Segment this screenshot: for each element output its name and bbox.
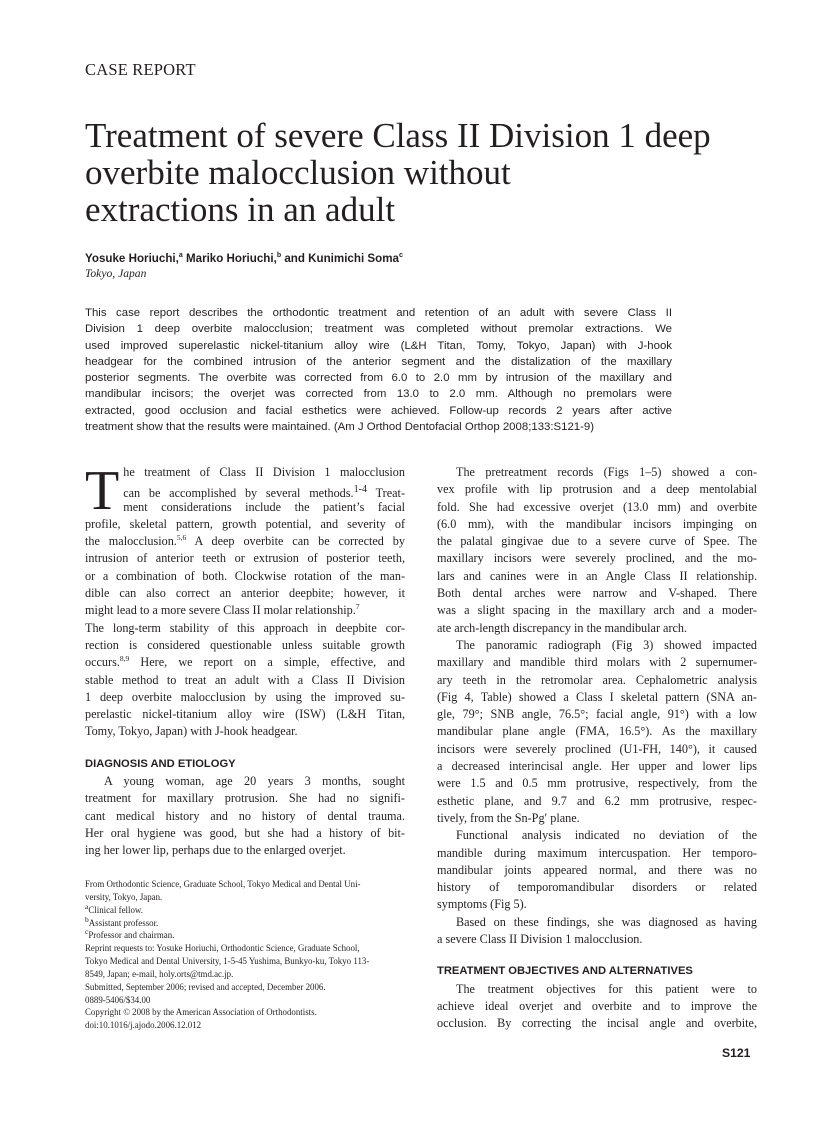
body-line: Functional analysis indicated no deviation of the [456,828,757,843]
body-line: 1 deep overbite malocclusion by using the improved su- [85,689,405,704]
author-name: Mariko Horiuchi, [182,252,277,265]
body-line: The panoramic radiograph (Fig 3) showed impacted [456,637,757,652]
body-line: profile, skeletal pattern, growth potential, and severity of [85,516,405,531]
abstract [85,305,672,435]
body-line: perelastic nickel-titanium alloy wire (ISW) (L&H Titan, [85,707,405,722]
body-line: dible can also correct an anterior deepbite; however, it [85,586,405,601]
footnote-line: From Orthodontic Science, Graduate School, Tokyo Medical and Dental Uni- [85,879,361,889]
body-line: was a slight spacing in the maxillary arch and a moder- [437,603,757,618]
body-line: incisors were severely proclined (U1-FH, 140°), it caused [437,741,757,756]
body-paragraph [437,637,757,827]
body-paragraph [437,914,757,949]
body-line: cant medical history and no history of dental trauma. [85,808,405,823]
citation: 8,9 [119,654,130,664]
footnote-line: $^c$Professor and chairman. [85,927,175,941]
body-line: a decreased interincisal angle. Her upper and lower lips [437,759,757,774]
body-line: ary teeth in the retromolar area. Cephalometric analysis [437,672,757,687]
body-paragraph [437,827,757,913]
body-line: history of temporomandibular disorders or related [437,880,757,895]
abstract-line: posterior segments. The overbite was corrected from 6.0 to 2.0 mm by intrusion of the maxillary and [85,372,672,385]
affiliation-marker: b [276,252,282,260]
body-line: a severe Class II Division 1 malocclusion. [437,932,643,947]
footnote-line: 0889-5406/$34.00 [85,994,151,1005]
body-line: symptoms (Fig 5). [437,897,527,912]
citation: 1-4 [353,484,368,496]
footnote-line: Copyright © 2008 by the American Association of Orthodontists. [85,1007,317,1018]
right-column [437,464,757,1033]
section-heading: TREATMENT OBJECTIVES AND ALTERNATIVES [437,965,693,978]
footnotes [85,878,407,1032]
affiliation-marker: a [178,252,183,260]
abstract-line: used improved superelastic nickel-titanium alloy wire (L&H Titan, Tomy, Tokyo, Japan) with J-hook [85,339,672,352]
body-line: treatment for maxillary protrusion. She had no signifi- [85,791,405,806]
body-line: might lead to a more severe Class II molar relationship.$^7$ [85,602,360,618]
body-line: he treatment of Class II Division 1 malocclusion [123,465,405,479]
page-number: S121 [722,1046,751,1060]
body-line: were 1.5 and 0.5 mm protrusive, respectively, from the [437,776,757,791]
citation: 7 [355,602,360,612]
title-line: Treatment of severe Class II Division 1 deep [85,116,711,155]
article-title [85,117,785,228]
footnote-line: versity, Tokyo, Japan. [85,891,163,902]
body-line: can be accomplished by several methods.$^{1-4}$ Treat- [123,484,406,501]
body-line: Based on these findings, she was diagnosed as having [456,914,757,929]
body-line: gle, 79°; SNB angle, 76.5°; facial angle, 91°) with a low [437,707,757,722]
author-name: and Kunimichi Soma [281,252,399,265]
body-line: occlusion. By correcting the incisal angle and overbite, [437,1016,757,1031]
abstract-line: headgear for the combined intrusion of the anterior segment and the distalization of the maxillary [85,355,672,368]
body-paragraph [437,464,757,637]
footnote-line: 8549, Japan; e-mail, holy.orts@tmd.ac.jp. [85,968,234,979]
section-label: CASE REPORT [85,60,196,79]
abstract-line: treatment show that the results were maintained. (Am J Orthod Dentofacial Orthop 2008;133:S121-9) [85,421,595,434]
body-paragraph [85,773,405,859]
footnote-line: Reprint requests to: Yosuke Horiuchi, Orthodontic Science, Graduate School, [85,943,360,954]
abstract-line: mandibular incisors; the overjet was corrected from 13.0 to 2.0 mm. Although no premolars were [85,388,672,401]
title-line: overbite malocclusion without [85,153,511,192]
body-line: (Fig 4, Table) showed a Class I skeletal pattern (SNA an- [437,689,757,704]
body-line: intrusion of anterior teeth or extrusion of posterior teeth, [85,551,405,566]
body-line: esthetic plane, and 9.7 and 6.2 mm protrusive, respec- [437,793,757,808]
abstract-line: extracted, good occlusion and facial esthetics were achieved. Follow-up records 2 years after active [85,404,672,417]
body-line: ing her lower lip, perhaps due to the enlarged overjet. [85,843,346,858]
left-column [85,460,406,860]
author-location: Tokyo, Japan [85,267,147,280]
body-line: A young woman, age 20 years 3 months, sought [104,774,405,789]
body-line: Tomy, Tokyo, Japan) with J-hook headgear. [85,724,298,739]
section-heading: DIAGNOSIS AND ETIOLOGY [85,757,236,770]
body-line: achieve ideal overjet and overbite and to improve the [437,998,757,1013]
body-line: tively, from the Sn-Pg′ plane. [437,810,580,825]
body-line: Both dental arches were narrow and V-shaped. There [437,586,757,601]
author-list [85,252,403,265]
body-line: The long-term stability of this approach in deepbite cor- [85,620,405,635]
footnote-line: doi:10.1016/j.ajodo.2006.12.012 [85,1020,202,1031]
footnote-line: Submitted, September 2006; revised and accepted, December 2006. [85,981,326,992]
body-line: vex profile with lip protrusion and a deep mentolabial [437,482,757,497]
footnote-line: $^a$Clinical fellow. [85,901,143,915]
body-line: Her oral hygiene was good, but she had a history of bit- [85,825,405,840]
body-line: rection is considered questionable unless suitable growth [85,637,405,652]
body-line: the malocclusion.$^{5,6}$ A deep overbite can be corrected by [85,533,405,549]
body-line: mandibular plane angle (FMA, 16.5°). As the maxillary [437,724,757,739]
body-line: (6.0 mm), with the mandibular incisors impinging on [437,516,757,531]
body-line: The treatment objectives for this patient were to [456,981,757,996]
body-line: fold. She had excessive overjet (13.0 mm) and overbite [437,499,757,514]
drop-cap: T [85,460,120,522]
body-line: or a combination of both. Clockwise rotation of the man- [85,568,405,583]
body-line: mandibular joints appeared normal, and there was no [437,862,757,877]
footnote-line: Tokyo Medical and Dental University, 1-5-45 Yushima, Bunkyo-ku, Tokyo 113- [85,956,370,967]
abstract-line: Division 1 deep overbite malocclusion; treatment was completed without premolar extractions. We [85,323,672,336]
body-line: occurs.$^{8,9}$ Here, we report on a simple, effective, and [85,654,405,670]
body-line: maxillary incisors were severely proclined, and the mo- [437,551,757,566]
body-line: ate arch-length discrepancy in the mandibular arch. [437,620,688,635]
title-line: extractions in an adult [85,190,396,229]
body-paragraph [437,981,757,1033]
abstract-line: This case report describes the orthodontic treatment and retention of an adult with severe Class II [85,307,672,319]
author-name: Yosuke Horiuchi, [85,252,179,265]
intro-paragraph [85,460,406,741]
body-line: lars and canines were in an Angle Class II relationship. [437,568,757,583]
body-line: maxillary and mandible third molars with 2 supernumer- [437,655,757,670]
body-line: The pretreatment records (Figs 1–5) showed a con- [456,465,757,479]
body-line: mandible during maximum intercuspation. Her temporo- [437,845,757,860]
affiliation-marker: c [398,252,403,260]
body-line: the palatal gingivae due to a severe curve of Spee. The [437,534,757,549]
body-line: ment considerations include the patient’s facial [123,499,405,514]
citation: 5,6 [176,533,187,543]
body-line: stable method to treat an adult with a Class II Division [85,672,405,687]
footnote-line: $^b$Assistant professor. [85,914,159,928]
